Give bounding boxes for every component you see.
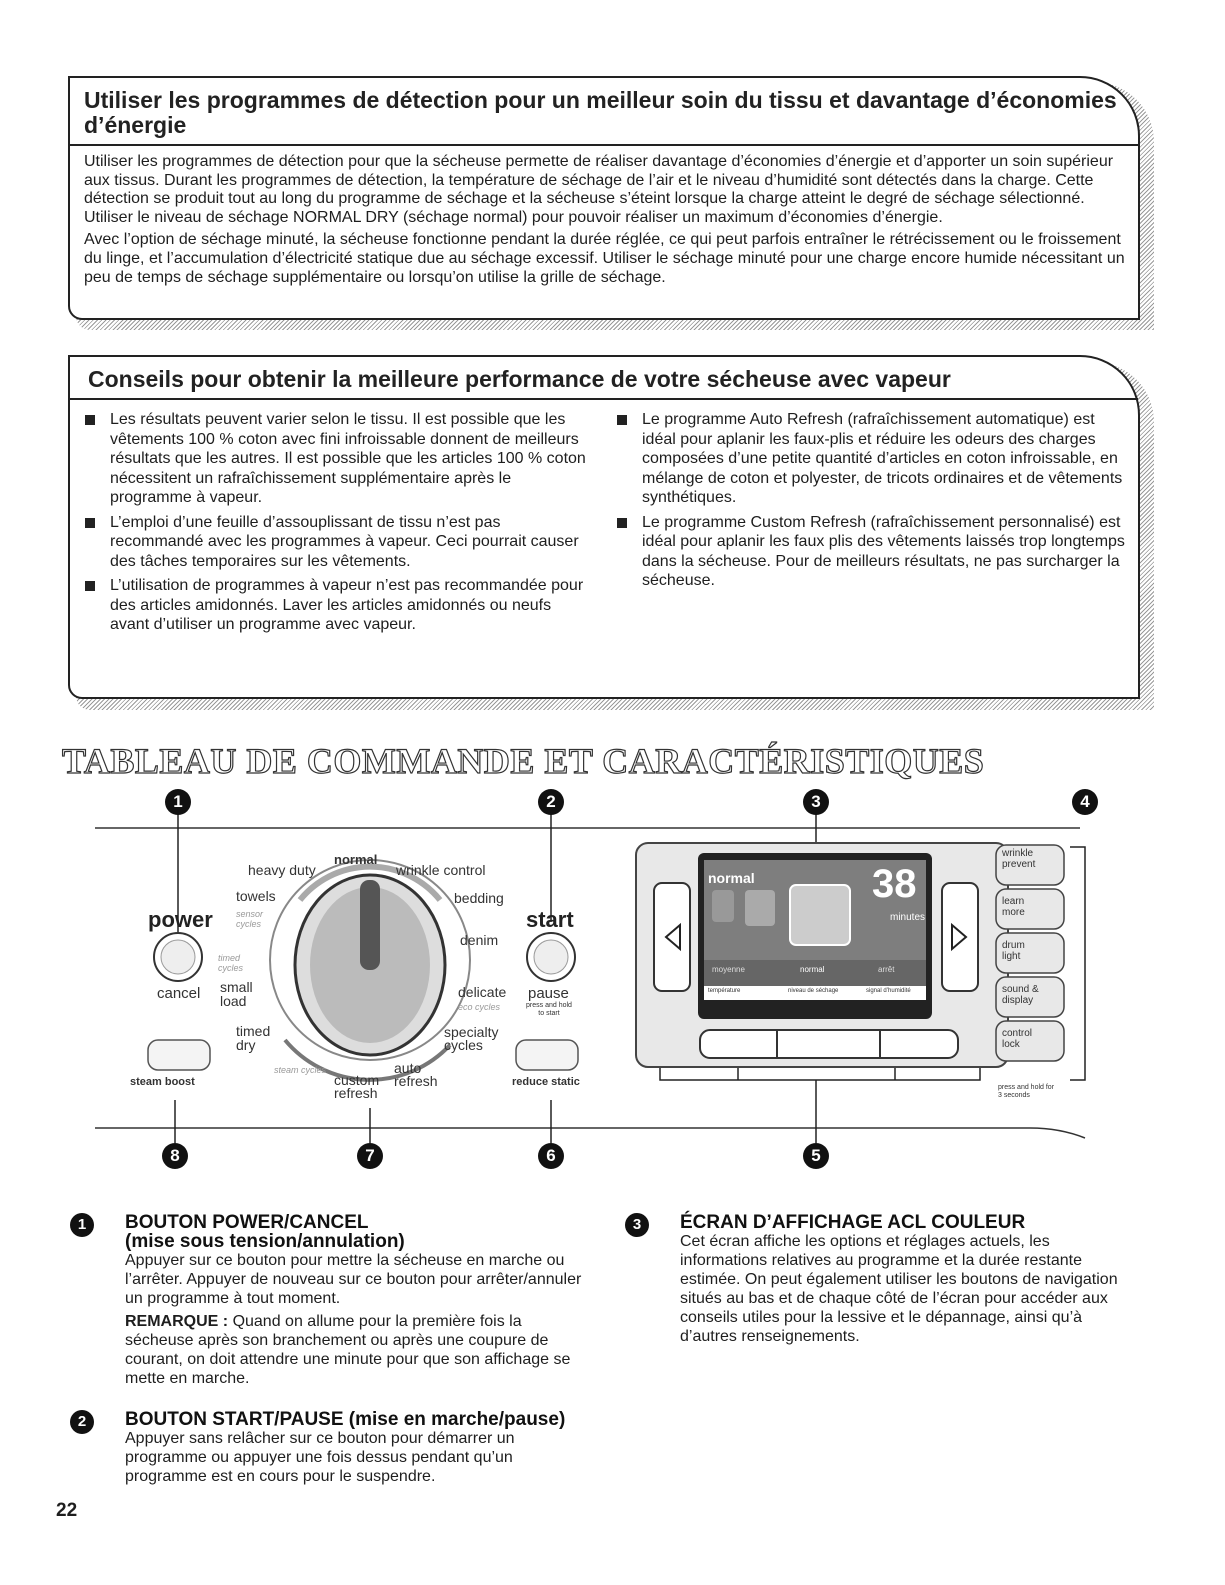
option-sound-display[interactable]: sound & display (1002, 984, 1039, 1006)
list-item: Le programme Custom Refresh (rafraîchissement personnalisé) est idéal pour aplanir les faux plis des vêtements laissés trop longtemps dans la sécheuse. Pour de meilleurs résultats, ne pas surcharger la sécheuse. (616, 513, 1126, 591)
dial-specialty-cycles: specialty cycles (444, 1024, 499, 1053)
right-nav-button[interactable] (942, 883, 978, 991)
desc-text: Appuyer sur ce bouton pour mettre la sécheuse en marche ou l’arrêter. Appuyer de nouveau sur ce bouton pour arrêter/annuler un programme à tout moment. (125, 1252, 582, 1307)
desc-note (125, 1312, 585, 1388)
desc-number: 1 (70, 1213, 94, 1237)
steam-boost-label: steam boost (130, 1076, 195, 1088)
callout-6: 6 (538, 1143, 564, 1169)
dial-wrinkle-control: wrinkle control (396, 862, 486, 878)
option-learn-more[interactable]: learn more (1002, 896, 1025, 918)
lcd-cycle: normal (708, 870, 755, 886)
desc-number: 2 (70, 1410, 94, 1434)
desc-title: BOUTON START/PAUSE (mise en marche/pause) (125, 1409, 566, 1430)
power-label: power (148, 907, 213, 932)
desc-title: ÉCRAN D’AFFICHAGE ACL COULEUR (680, 1212, 1026, 1233)
paragraph: Utiliser les programmes de détection pour que la sécheuse permette de réaliser davantage d’économies d’énergie et d’apporter un soin supérieur aux tissus. Durant les programmes de détection, la température de séchage de l’air et le niveau d’humidité sont détectés dans la charge. Cette détection se produit tout au long du programme de séchage et la sécheuse s’éteint lorsque la charge atteint le degré de séchage sélectionné. Utiliser le niveau de séchage NORMAL DRY (séchage normal) pour pouvoir réaliser un maximum d’économies d’énergie. (84, 153, 1114, 226)
dial-timed-dry: timed dry (236, 1023, 271, 1053)
callout-1: 1 (165, 789, 191, 815)
lcd-bottom-label: niveau de séchage (788, 988, 839, 994)
pause-label: pause (528, 985, 569, 1002)
press-hold-3-label: press and hold for 3 seconds (998, 1084, 1055, 1099)
list-item: L’emploi d’une feuille d’assouplissant de tissu n’est pas recommandé avec les programmes à vapeur. Ceci pourrait causer des tâches temporaires sur les vêtements. (84, 513, 594, 572)
box-title: Utiliser les programmes de détection pour un meilleur soin du tissu et davantage d’économies d’énergie (70, 78, 1138, 146)
dial-denim: denim (460, 932, 499, 948)
bottom-nav-buttons[interactable] (700, 1030, 958, 1058)
note-text: Quand on allume pour la première fois la sécheuse après son branchement ou après une coupure de courant, on doit attendre une minute pour que son affichage se mette en marche. (125, 1313, 571, 1387)
desc-text: Appuyer sans relâcher sur ce bouton pour démarrer un programme ou appuyer une fois dessus pendant qu’un programme est en cours pour le suspendre. (125, 1430, 515, 1485)
page-number: 22 (56, 1500, 78, 1521)
cancel-label: cancel (157, 985, 201, 1002)
steam-boost-button[interactable] (148, 1040, 210, 1070)
lcd-mid-label: moyenne (712, 965, 745, 974)
dial-auto-refresh: auto refresh (394, 1060, 438, 1089)
list-item: Les résultats peuvent varier selon le tissu. Il est possible que les vêtements 100 % coton avec fini infroissable donnent de meilleurs résultats que les autres. Il est possible que les articles 100 % coton nécessitent un rafraîchissement supplémentaire après le programme à vapeur. (84, 410, 594, 508)
desc-lcd-screen (632, 1212, 1140, 1350)
callout-7: 7 (357, 1143, 383, 1169)
dial-towels: towels (236, 888, 276, 904)
dial-steam-cycles: steam cycles (274, 1065, 327, 1075)
dial-normal: normal (334, 852, 378, 867)
callout-8: 8 (162, 1143, 188, 1169)
desc-text: Cet écran affiche les options et réglages actuels, les informations relatives au programme et la durée restante estimée. On peut également utiliser les boutons de navigation situés au bas et de chaque côté de l’écran pour accéder aux conseils utiles pour la lessive et le dépannage, ainsi qu’à d’autres renseignements. (680, 1233, 1118, 1345)
lcd-time: 38 (872, 862, 917, 906)
callout-3: 3 (803, 789, 829, 815)
option-drum-light[interactable]: drum light (1002, 940, 1025, 962)
callout-4: 4 (1072, 789, 1098, 815)
left-nav-button[interactable] (654, 883, 690, 991)
press-hold-start-label: press and hold to start (526, 1002, 572, 1017)
list-item: L’utilisation de programmes à vapeur n’est pas recommandée pour des articles amidonnés. Laver les articles amidonnés ou neufs avant d’utiliser un programme avec vapeur. (84, 576, 594, 635)
callout-5: 5 (803, 1143, 829, 1169)
lcd-bottom-label: température (708, 988, 741, 994)
lcd-mid-label: normal (800, 965, 825, 974)
lcd-bottom-label: signal d’humidité (866, 988, 911, 994)
dial-custom-refresh: custom refresh (334, 1072, 380, 1101)
dial-eco-cycles: eco cycles (458, 1002, 501, 1012)
desc-power-cancel (77, 1212, 585, 1392)
paragraph: Avec l’option de séchage minuté, la sécheuse fonctionne pendant la durée réglée, ce qui peut parfois entraîner le rétrécissement ou le froissement du linge, et l’accumulation d’électricité statique due au séchage excessif. Utiliser le séchage minuté pour une charge encore humide nécessitant un peu de temps de séchage supplémentaire ou lorsqu’on utilise la grille de séchage. (84, 231, 1125, 286)
lcd-mid-label: arrêt (878, 965, 895, 974)
note-label: REMARQUE : (125, 1313, 229, 1330)
dial-heavy-duty: heavy duty (248, 862, 316, 878)
callout-2: 2 (538, 789, 564, 815)
option-wrinkle-prevent[interactable]: wrinkle prevent (1002, 848, 1036, 870)
desc-start-pause (77, 1409, 595, 1490)
reduce-static-label: reduce static (512, 1076, 580, 1088)
dial-sensor-cycles: sensor cycles (236, 909, 264, 929)
lcd-minutes: minutes (890, 912, 926, 923)
desc-number: 3 (625, 1213, 649, 1237)
dial-small-load: small load (220, 979, 253, 1009)
dial-timed-cycles: timed cycles (218, 953, 244, 973)
section-title: TABLEAU DE COMMANDE ET CARACTÉRISTIQUES (62, 741, 985, 781)
dial-delicate: delicate (458, 984, 507, 1000)
dial-bedding: bedding (454, 890, 504, 906)
list-item: Le programme Auto Refresh (rafraîchissement automatique) est idéal pour aplanir les faux-plis et réduire les odeurs des charges composées d’une petite quantité d’articles en coton infroissable, en mélange de coton et polyester, de tricots ordinaires et de vêtements synthétiques. (616, 410, 1126, 508)
box-title: Conseils pour obtenir la meilleure performance de votre sécheuse avec vapeur (70, 357, 1138, 400)
start-label: start (526, 907, 574, 932)
desc-title: BOUTON POWER/CANCEL (125, 1212, 369, 1233)
option-control-lock[interactable]: control lock (1002, 1028, 1033, 1050)
reduce-static-button[interactable] (516, 1040, 578, 1070)
desc-subtitle: (mise sous tension/annulation) (125, 1231, 405, 1252)
